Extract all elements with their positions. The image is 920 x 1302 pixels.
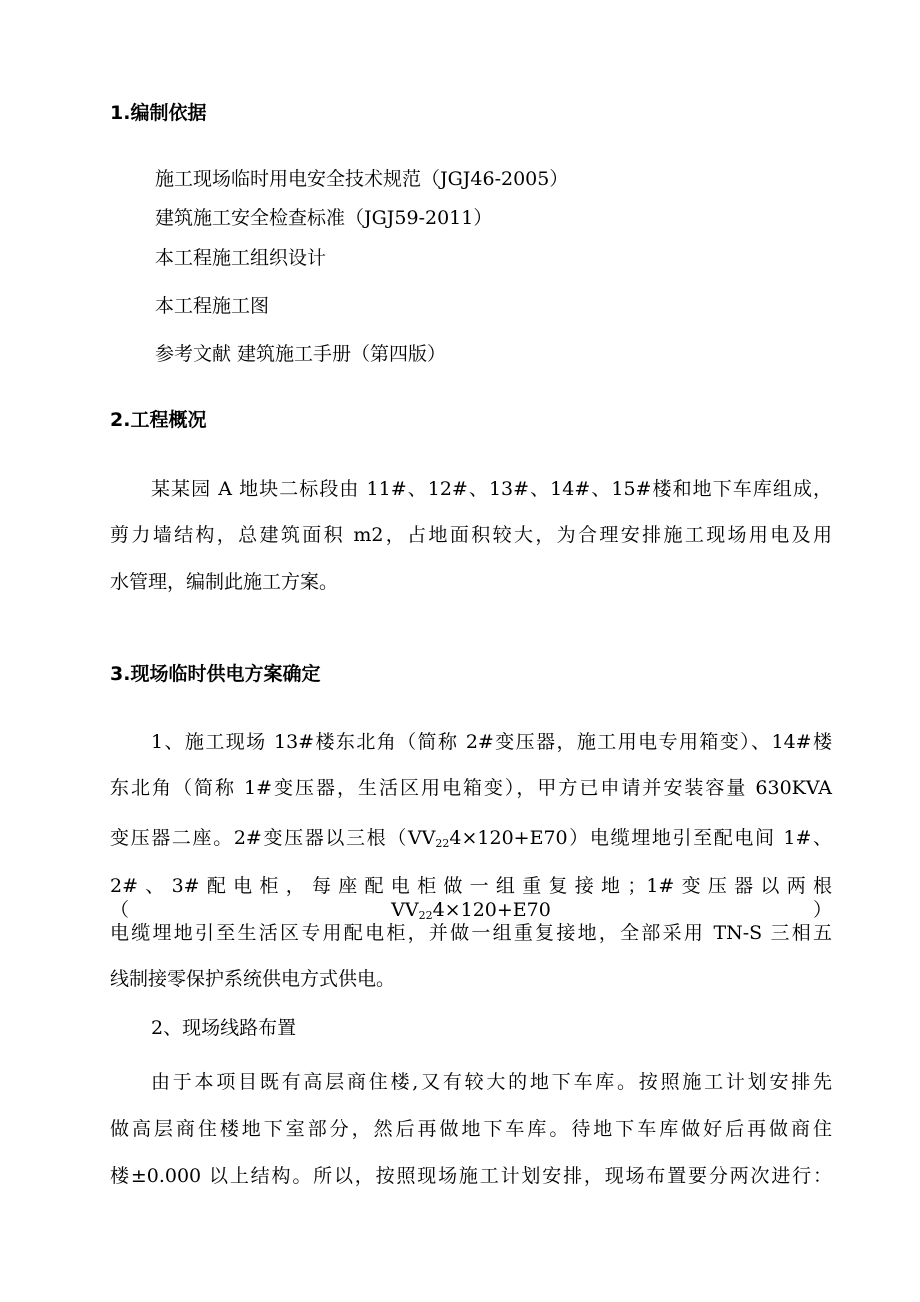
- subsection-title: 2、现场线路布置: [151, 1017, 297, 1039]
- paragraph-line: 由于本项目既有高层商住楼,又有较大的地下车库。按照施工计划安排先: [151, 1071, 832, 1093]
- paragraph-text: 变压器二座。2#变压器以三根（VV: [110, 827, 436, 849]
- reference-item: 建筑施工安全检查标准（JGJ59-2011）: [155, 207, 493, 229]
- paragraph-line: [110, 874, 832, 922]
- section-heading-basis: 1.编制依据: [110, 102, 207, 124]
- paragraph-line: 某某园 A 地块二标段由 11#、12#、13#、14#、15#楼和地下车库组成，: [151, 478, 832, 500]
- subscript: 22: [435, 837, 450, 850]
- paragraph-line: 水管理，编制此施工方案。: [110, 571, 339, 593]
- section-heading-overview: 2.工程概况: [110, 409, 207, 431]
- paragraph-line: 楼±0.000 以上结构。所以，按照现场施工计划安排，现场布置要分两次进行：: [110, 1165, 832, 1187]
- paragraph-line: 电缆埋地引至生活区专用配电柜，并做一组重复接地，全部采用 TN-S 三相五: [110, 922, 832, 944]
- section-heading-power-plan: 3.现场临时供电方案确定: [110, 663, 321, 685]
- reference-item: 施工现场临时用电安全技术规范（JGJ46-2005）: [155, 168, 569, 190]
- paragraph-line: [110, 826, 832, 850]
- paragraph-text: 2#、3#配电柜，每座配电柜做一组重复接地；1#变压器以两根（VV: [110, 875, 832, 921]
- paragraph-line: 做高层商住楼地下室部分，然后再做地下车库。待地下车库做好后再做商住: [110, 1118, 832, 1140]
- reference-item: 本工程施工图: [155, 295, 270, 317]
- paragraph-text: 4×120+E70）: [432, 899, 832, 921]
- reference-item: 参考文献 建筑施工手册（第四版）: [155, 343, 447, 365]
- subscript: 22: [418, 909, 433, 922]
- paragraph-text: 4×120+E70）电缆埋地引至配电间 1#、: [449, 827, 833, 849]
- paragraph-line: 东北角（简称 1#变压器，生活区用电箱变），甲方已申请并安装容量 630KVA: [110, 777, 832, 799]
- paragraph-line: 剪力墙结构，总建筑面积 m2，占地面积较大，为合理安排施工现场用电及用: [110, 524, 832, 546]
- paragraph-line: 线制接零保护系统供电方式供电。: [110, 968, 396, 990]
- reference-item: 本工程施工组织设计: [155, 247, 327, 269]
- paragraph-line: 1、施工现场 13#楼东北角（简称 2#变压器，施工用电专用箱变）、14#楼: [151, 731, 832, 753]
